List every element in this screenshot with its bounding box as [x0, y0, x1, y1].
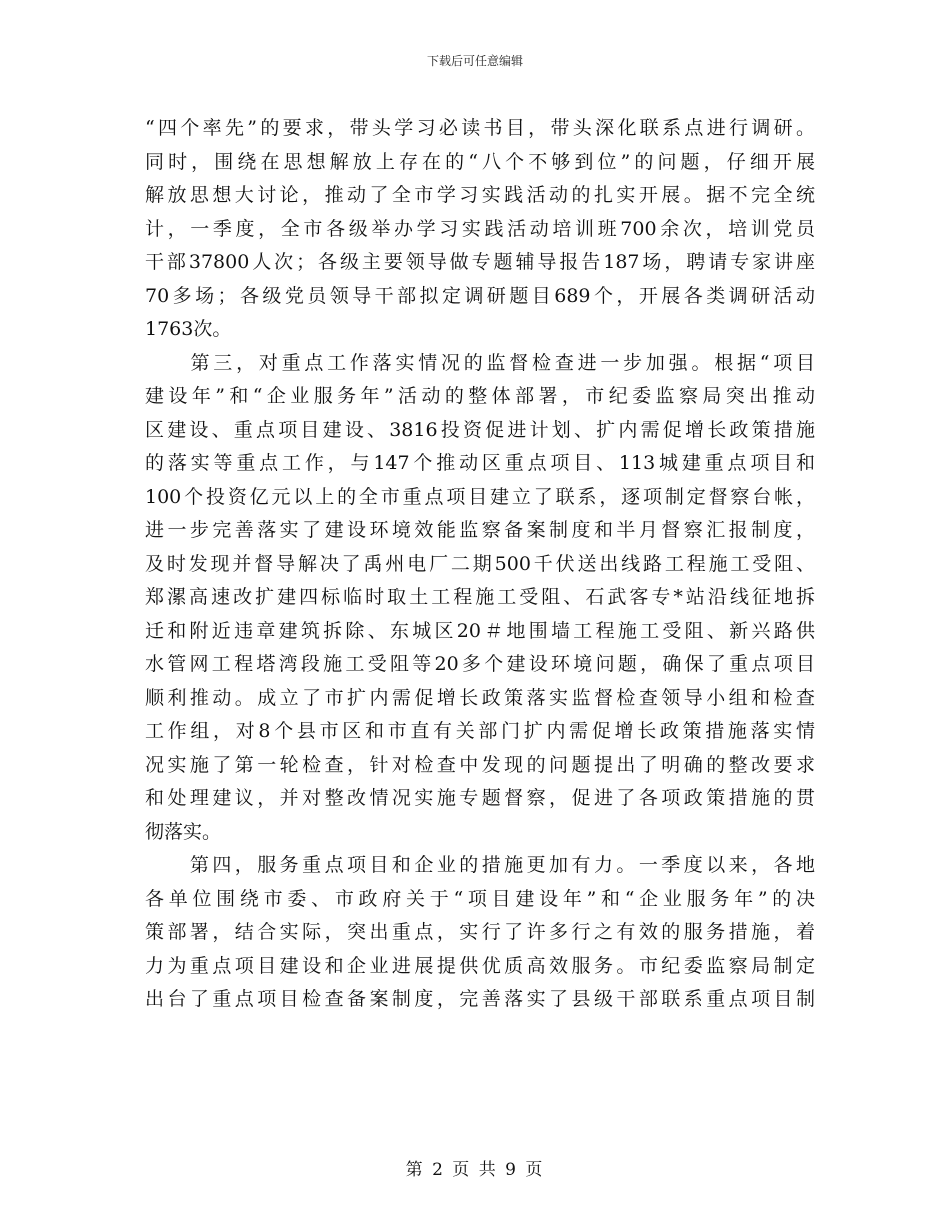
text-line: 策部署，结合实际，突出重点，实行了许多行之有效的服务措施，着: [145, 921, 815, 943]
text-line: 70多场；各级党员领导干部拟定调研题目689个，开展各类调研活动: [145, 284, 815, 307]
text-line: 顺利推动。成立了市扩内需促增长政策落实监督检查领导小组和检查: [145, 686, 815, 709]
text-line: 100个投资亿元以上的全市重点项目建立了联系，逐项制定督察台帐，: [145, 485, 815, 508]
text-line: 解放思想大讨论，推动了全市学习实践活动的扎实开展。据不完全统: [145, 184, 815, 206]
text-line: 和处理建议，并对整改情况实施专题督察，促进了各项政策措施的贯: [145, 787, 815, 809]
text-line: 1763次。: [145, 318, 232, 340]
text-line: 建设年”和“企业服务年”活动的整体部署，市纪委监察局突出推动: [145, 385, 815, 407]
text-line: “四个率先”的要求，带头学习必读书目，带头深化联系点进行调研。: [145, 117, 815, 139]
text-line: 力为重点项目建设和企业进展提供优质高效服务。市纪委监察局制定: [145, 954, 815, 977]
text-line: 工作组，对8个县市区和市直有关部门扩内需促增长政策措施落实情: [145, 720, 815, 742]
text-line: 出台了重点项目检查备案制度，完善落实了县级干部联系重点项目制: [145, 988, 815, 1010]
text-line: 况实施了第一轮检查，针对检查中发现的问题提出了明确的整改要求: [145, 753, 815, 776]
text-line: 迁和附近违章建筑拆除、东城区20＃地围墙工程施工受阻、新兴路供: [145, 619, 815, 642]
text-line: 干部37800人次；各级主要领导做专题辅导报告187场，聘请专家讲座: [145, 251, 815, 273]
text-line: 同时，围绕在思想解放上存在的“八个不够到位”的问题，仔细开展: [145, 150, 815, 173]
text-line: 计，一季度，全市各级举办学习实践活动培训班700余次，培训党员: [145, 217, 815, 240]
text-line: 各单位围绕市委、市政府关于“项目建设年”和“企业服务年”的决: [145, 887, 815, 910]
text-line: 区建设、重点项目建设、3816投资促进计划、扩内需促增长政策措施: [145, 418, 815, 441]
page-number: 第 2 页 共 9 页: [405, 1160, 545, 1180]
text-line: 水管网工程塔湾段施工受阻等20多个建设环境问题，确保了重点项目: [145, 653, 815, 675]
text-line: 及时发现并督导解决了禹州电厂二期500千伏送出线路工程施工受阻、: [145, 552, 815, 575]
text-line: 进一步完善落实了建设环境效能监察备案制度和半月督察汇报制度，: [145, 519, 815, 541]
text-line: 郑漯高速改扩建四标临时取土工程施工受阻、石武客专*站沿线征地拆: [145, 586, 815, 608]
text-line: 第三，对重点工作落实情况的监督检查进一步加强。根据“项目: [145, 351, 815, 374]
document-body: [145, 112, 815, 1017]
text-line: 的落实等重点工作，与147个推动区重点项目、113城建重点项目和: [145, 452, 815, 474]
text-line: 彻落实。: [145, 820, 222, 843]
page-header: 下载后可任意编辑: [426, 54, 523, 68]
text-line: 第四，服务重点项目和企业的措施更加有力。一季度以来，各地: [145, 854, 815, 876]
